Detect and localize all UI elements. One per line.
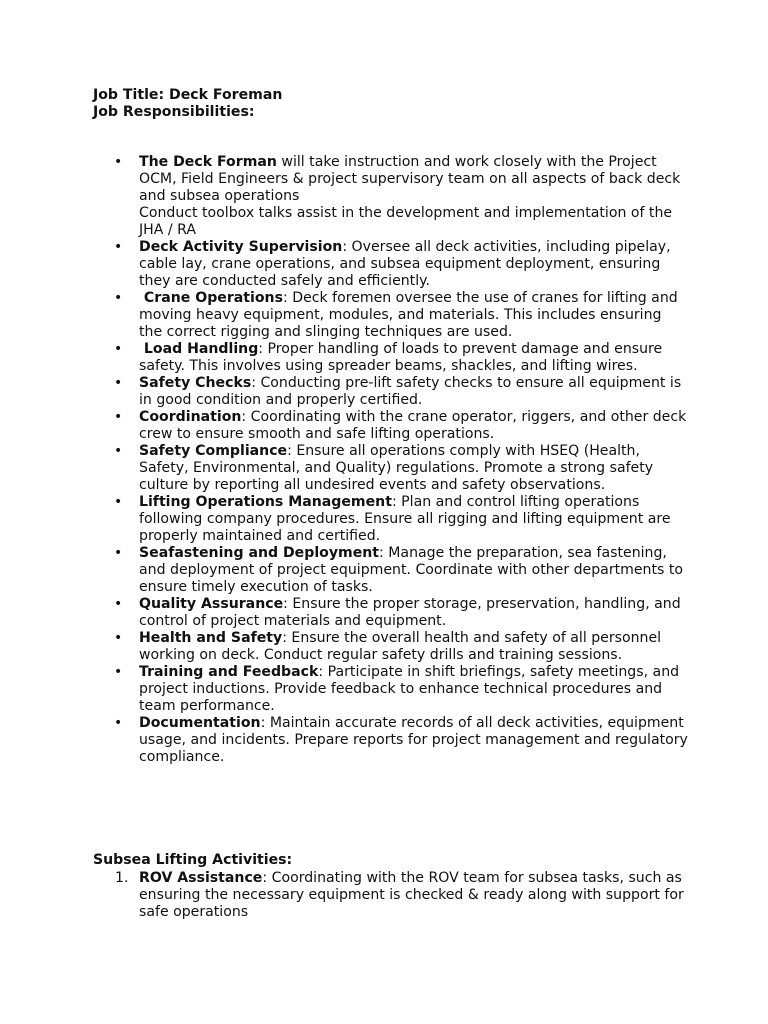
- bullet-icon: •: [114, 545, 123, 561]
- item-text: : Maintain accurate records of all deck activities, equipment usage, and incidents. Prepare reports for project management and regulatory compliance.: [139, 715, 688, 765]
- list-item: [0, 715, 768, 766]
- item-text: : Ensure the overall health and safety of all personnel working on deck. Conduct regular safety drills and training sessions.: [139, 630, 662, 663]
- list-item: [0, 375, 768, 409]
- list-item: [0, 443, 768, 494]
- item-text: : Proper handling of loads to prevent damage and ensure safety. This involves using spreader beams, shackles, and lifting wires.: [139, 341, 663, 374]
- item-text: : Coordinating with the crane operator, riggers, and other deck crew to ensure smooth and safe lifting operations.: [139, 409, 687, 442]
- item-text: : Manage the preparation, sea fastening, and deployment of project equipment. Coordinate with other departments to ensure timely execution of tasks.: [139, 545, 683, 595]
- list-item: [0, 290, 768, 341]
- item-title: The Deck Forman: [139, 154, 277, 170]
- item-title: Crane Operations: [139, 290, 283, 306]
- item-text: : Plan and control lifting operations following company procedures. Ensure all rigging and lifting equipment are properly maintained and certified.: [139, 494, 671, 544]
- list-item: [0, 341, 768, 375]
- list-item: [0, 630, 768, 664]
- list-item: [0, 664, 768, 715]
- subsea-activities-list: [0, 870, 768, 921]
- bullet-icon: •: [114, 443, 123, 459]
- list-item: [0, 494, 768, 545]
- job-header: [93, 87, 282, 121]
- bullet-icon: •: [114, 290, 123, 306]
- item-title: ROV Assistance: [139, 870, 263, 886]
- item-title: Coordination: [139, 409, 242, 425]
- job-title: Job Title: Deck Foreman: [93, 87, 283, 103]
- item-text: will take instruction and work closely with the Project OCM, Field Engineers & project supervisory team on all aspects of back deck and subsea operations: [139, 154, 681, 204]
- item-text: : Conducting pre-lift safety checks to ensure all equipment is in good condition and properly certified.: [139, 375, 682, 408]
- list-item: [0, 154, 768, 239]
- item-title: Safety Checks: [139, 375, 252, 391]
- item-text: : Participate in shift briefings, safety meetings, and project inductions. Provide feedback to enhance technical procedures and team performance.: [139, 664, 680, 714]
- list-item: [0, 239, 768, 290]
- job-responsibilities-heading: Job Responsibilities:: [93, 104, 255, 120]
- bullet-icon: •: [114, 715, 123, 731]
- item-title: Seafastening and Deployment: [139, 545, 380, 561]
- item-title: Safety Compliance: [139, 443, 288, 459]
- list-item: [0, 545, 768, 596]
- list-item: [0, 596, 768, 630]
- item-title: Health and Safety: [139, 630, 283, 646]
- list-item: [0, 409, 768, 443]
- bullet-icon: •: [114, 375, 123, 391]
- bullet-icon: •: [114, 409, 123, 425]
- item-title: Deck Activity Supervision: [139, 239, 343, 255]
- item-number: 1.: [115, 870, 129, 886]
- item-text: : Oversee all deck activities, including pipelay, cable lay, crane operations, and subsea equipment deployment, ensuring they are conducted safely and efficiently.: [139, 239, 671, 289]
- item-text: : Coordinating with the ROV team for subsea tasks, such as ensuring the necessary equipment is checked & ready along with support for safe operations: [139, 870, 684, 920]
- bullet-icon: •: [114, 341, 123, 357]
- bullet-icon: •: [114, 239, 123, 255]
- item-title: Documentation: [139, 715, 261, 731]
- bullet-icon: •: [114, 494, 123, 510]
- bullet-icon: •: [114, 596, 123, 612]
- bullet-icon: •: [114, 664, 123, 680]
- responsibilities-list: [0, 154, 768, 766]
- bullet-icon: •: [114, 154, 123, 170]
- item-title: Quality Assurance: [139, 596, 284, 612]
- subsea-section-heading: Subsea Lifting Activities:: [93, 852, 293, 868]
- item-title: Load Handling: [139, 341, 259, 357]
- item-extra-text: Conduct toolbox talks assist in the development and implementation of the JHA / RA: [139, 205, 673, 238]
- item-text: : Ensure the proper storage, preservation, handling, and control of project materials and equipment.: [139, 596, 681, 629]
- list-item: [0, 870, 768, 921]
- item-text: : Deck foremen oversee the use of cranes for lifting and moving heavy equipment, modules, and materials. This includes ensuring the correct rigging and slinging techniques are used.: [139, 290, 678, 340]
- bullet-icon: •: [114, 630, 123, 646]
- item-title: Lifting Operations Management: [139, 494, 392, 510]
- item-text: : Ensure all operations comply with HSEQ (Health, Safety, Environmental, and Quality) regulations. Promote a strong safety culture by reporting all undesired events and safety observations.: [139, 443, 654, 493]
- item-title: Training and Feedback: [139, 664, 319, 680]
